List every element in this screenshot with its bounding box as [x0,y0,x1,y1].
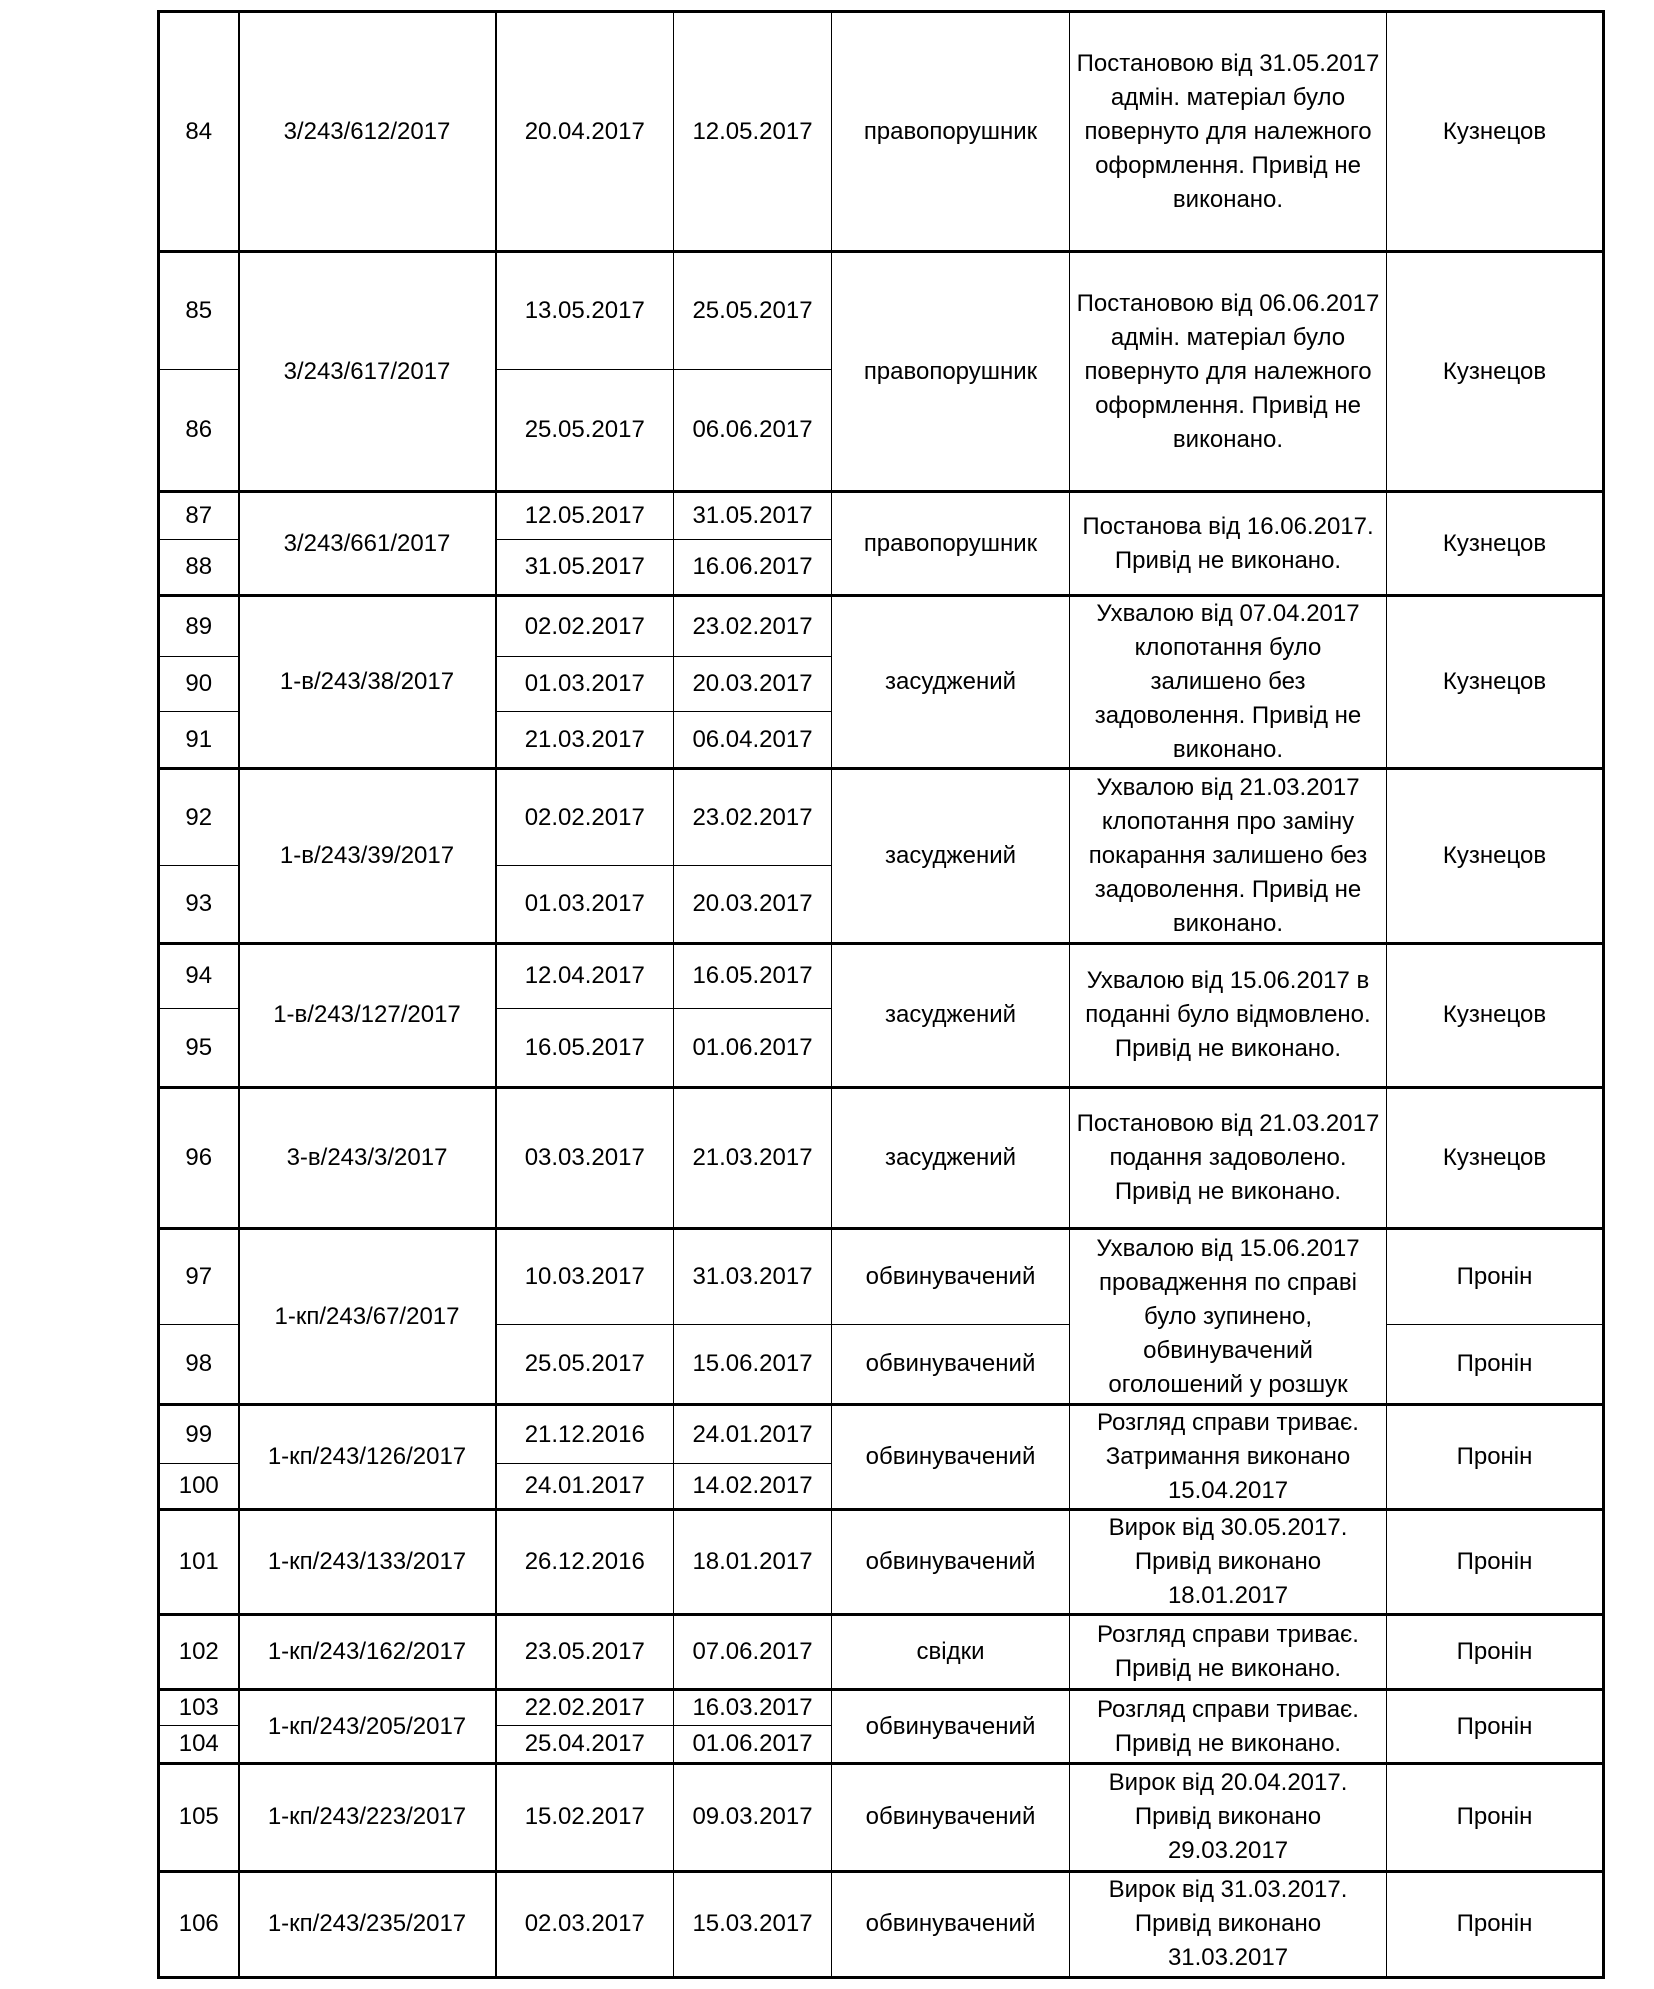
judge-cell: Пронін [1387,1764,1604,1871]
date-from-cell: 02.02.2017 [496,596,674,657]
date-from-cell: 12.05.2017 [496,491,674,539]
case-number-cell: 1-кп/243/205/2017 [239,1690,496,1764]
participant-role-cell: обвинувачений [832,1509,1070,1614]
judge-cell: Пронін [1387,1690,1604,1764]
table-row [159,1764,1604,1871]
court-cases-table [157,10,1605,1979]
row-number-cell: 96 [159,1088,239,1229]
participant-role-cell: засуджений [832,943,1070,1087]
table-row [159,491,1604,539]
row-number-cell: 88 [159,540,239,596]
row-number-cell: 104 [159,1726,239,1764]
date-to-cell: 20.03.2017 [674,657,832,712]
date-to-cell: 31.05.2017 [674,491,832,539]
date-from-cell: 13.05.2017 [496,252,674,369]
judge-cell: Кузнецов [1387,12,1604,252]
table-row [159,596,1604,657]
date-from-cell: 01.03.2017 [496,657,674,712]
row-number-cell: 100 [159,1464,239,1510]
row-number-cell: 86 [159,369,239,491]
table-row [159,769,1604,865]
case-number-cell: 3/243/617/2017 [239,252,496,491]
date-to-cell: 16.05.2017 [674,943,832,1008]
table-body [159,12,1604,1978]
case-number-cell: 1-кп/243/133/2017 [239,1509,496,1614]
result-cell: Постанова від 16.06.2017. Привід не виконано. [1070,491,1387,595]
date-from-cell: 15.02.2017 [496,1764,674,1871]
judge-cell: Пронін [1387,1509,1604,1614]
participant-role-cell: обвинувачений [832,1229,1070,1324]
table-row [159,12,1604,252]
table-row [159,1871,1604,1977]
date-to-cell: 12.05.2017 [674,12,832,252]
date-to-cell: 06.04.2017 [674,712,832,769]
result-cell: Постановою від 21.03.2017 подання задоволено. Привід не виконано. [1070,1088,1387,1229]
date-to-cell: 16.06.2017 [674,540,832,596]
participant-role-cell: засуджений [832,1088,1070,1229]
table-row [159,1229,1604,1324]
date-to-cell: 23.02.2017 [674,769,832,865]
table-row [159,1615,1604,1690]
date-to-cell: 09.03.2017 [674,1764,832,1871]
date-from-cell: 25.05.2017 [496,369,674,491]
date-from-cell: 26.12.2016 [496,1509,674,1614]
table-row [159,1509,1604,1614]
date-to-cell: 20.03.2017 [674,865,832,943]
date-to-cell: 01.06.2017 [674,1008,832,1087]
row-number-cell: 87 [159,491,239,539]
case-number-cell: 1-кп/243/126/2017 [239,1404,496,1509]
participant-role-cell: обвинувачений [832,1404,1070,1509]
participant-role-cell: свідки [832,1615,1070,1690]
judge-cell: Пронін [1387,1615,1604,1690]
row-number-cell: 98 [159,1324,239,1404]
case-number-cell: 1-кп/243/223/2017 [239,1764,496,1871]
judge-cell: Кузнецов [1387,596,1604,769]
judge-cell: Кузнецов [1387,252,1604,491]
result-cell: Ухвалою від 07.04.2017 клопотання було залишено без задоволення. Привід не виконано. [1070,596,1387,769]
table-row [159,1404,1604,1464]
participant-role-cell: правопорушник [832,491,1070,595]
row-number-cell: 89 [159,596,239,657]
participant-role-cell: обвинувачений [832,1690,1070,1764]
result-cell: Вирок від 20.04.2017. Привід виконано 29.03.2017 [1070,1764,1387,1871]
participant-role-cell: правопорушник [832,252,1070,491]
row-number-cell: 90 [159,657,239,712]
date-from-cell: 20.04.2017 [496,12,674,252]
result-cell: Розгляд справи триває. Затримання виконано 15.04.2017 [1070,1404,1387,1509]
date-to-cell: 16.03.2017 [674,1690,832,1726]
judge-cell: Кузнецов [1387,769,1604,943]
date-from-cell: 01.03.2017 [496,865,674,943]
date-to-cell: 06.06.2017 [674,369,832,491]
date-to-cell: 21.03.2017 [674,1088,832,1229]
row-number-cell: 92 [159,769,239,865]
row-number-cell: 91 [159,712,239,769]
row-number-cell: 103 [159,1690,239,1726]
date-from-cell: 21.12.2016 [496,1404,674,1464]
case-number-cell: 1-в/243/38/2017 [239,596,496,769]
result-cell: Ухвалою від 15.06.2017 в поданні було відмовлено. Привід не виконано. [1070,943,1387,1087]
table-row [159,1690,1604,1726]
date-to-cell: 01.06.2017 [674,1726,832,1764]
date-from-cell: 12.04.2017 [496,943,674,1008]
date-from-cell: 03.03.2017 [496,1088,674,1229]
case-number-cell: 3/243/661/2017 [239,491,496,595]
row-number-cell: 106 [159,1871,239,1977]
case-number-cell: 1-кп/243/162/2017 [239,1615,496,1690]
result-cell: Ухвалою від 21.03.2017 клопотання про заміну покарання залишено без задоволення. Привід не виконано. [1070,769,1387,943]
judge-cell: Пронін [1387,1324,1604,1404]
participant-role-cell: обвинувачений [832,1871,1070,1977]
date-from-cell: 25.05.2017 [496,1324,674,1404]
row-number-cell: 95 [159,1008,239,1087]
judge-cell: Пронін [1387,1229,1604,1324]
case-number-cell: 3-в/243/3/2017 [239,1088,496,1229]
date-from-cell: 31.05.2017 [496,540,674,596]
result-cell: Розгляд справи триває. Привід не виконано. [1070,1690,1387,1764]
case-number-cell: 1-кп/243/235/2017 [239,1871,496,1977]
result-cell: Постановою від 06.06.2017 адмін. матеріал було повернуто для належного оформлення. Привід не виконано. [1070,252,1387,491]
date-from-cell: 16.05.2017 [496,1008,674,1087]
result-cell: Розгляд справи триває. Привід не виконано. [1070,1615,1387,1690]
row-number-cell: 84 [159,12,239,252]
case-number-cell: 3/243/612/2017 [239,12,496,252]
row-number-cell: 85 [159,252,239,369]
table-row [159,1088,1604,1229]
table-row [159,252,1604,369]
date-from-cell: 02.03.2017 [496,1871,674,1977]
participant-role-cell: обвинувачений [832,1324,1070,1404]
judge-cell: Пронін [1387,1871,1604,1977]
row-number-cell: 97 [159,1229,239,1324]
table-row [159,943,1604,1008]
date-to-cell: 24.01.2017 [674,1404,832,1464]
row-number-cell: 105 [159,1764,239,1871]
participant-role-cell: правопорушник [832,12,1070,252]
result-cell: Вирок від 31.03.2017. Привід виконано 31.03.2017 [1070,1871,1387,1977]
participant-role-cell: засуджений [832,769,1070,943]
case-number-cell: 1-в/243/127/2017 [239,943,496,1087]
row-number-cell: 99 [159,1404,239,1464]
row-number-cell: 102 [159,1615,239,1690]
date-to-cell: 14.02.2017 [674,1464,832,1510]
result-cell: Ухвалою від 15.06.2017 провадження по справі було зупинено, обвинувачений оголошений у розшук [1070,1229,1387,1404]
date-to-cell: 18.01.2017 [674,1509,832,1614]
date-to-cell: 15.03.2017 [674,1871,832,1977]
date-from-cell: 02.02.2017 [496,769,674,865]
date-to-cell: 15.06.2017 [674,1324,832,1404]
date-from-cell: 25.04.2017 [496,1726,674,1764]
row-number-cell: 101 [159,1509,239,1614]
date-to-cell: 31.03.2017 [674,1229,832,1324]
case-number-cell: 1-кп/243/67/2017 [239,1229,496,1404]
participant-role-cell: засуджений [832,596,1070,769]
judge-cell: Кузнецов [1387,943,1604,1087]
result-cell: Постановою від 31.05.2017 адмін. матеріал було повернуто для належного оформлення. Привід не виконано. [1070,12,1387,252]
case-number-cell: 1-в/243/39/2017 [239,769,496,943]
date-from-cell: 10.03.2017 [496,1229,674,1324]
judge-cell: Пронін [1387,1404,1604,1509]
row-number-cell: 93 [159,865,239,943]
result-cell: Вирок від 30.05.2017. Привід виконано 18.01.2017 [1070,1509,1387,1614]
date-to-cell: 25.05.2017 [674,252,832,369]
row-number-cell: 94 [159,943,239,1008]
date-to-cell: 07.06.2017 [674,1615,832,1690]
judge-cell: Кузнецов [1387,491,1604,595]
date-to-cell: 23.02.2017 [674,596,832,657]
date-from-cell: 21.03.2017 [496,712,674,769]
judge-cell: Кузнецов [1387,1088,1604,1229]
participant-role-cell: обвинувачений [832,1764,1070,1871]
date-from-cell: 22.02.2017 [496,1690,674,1726]
date-from-cell: 23.05.2017 [496,1615,674,1690]
date-from-cell: 24.01.2017 [496,1464,674,1510]
